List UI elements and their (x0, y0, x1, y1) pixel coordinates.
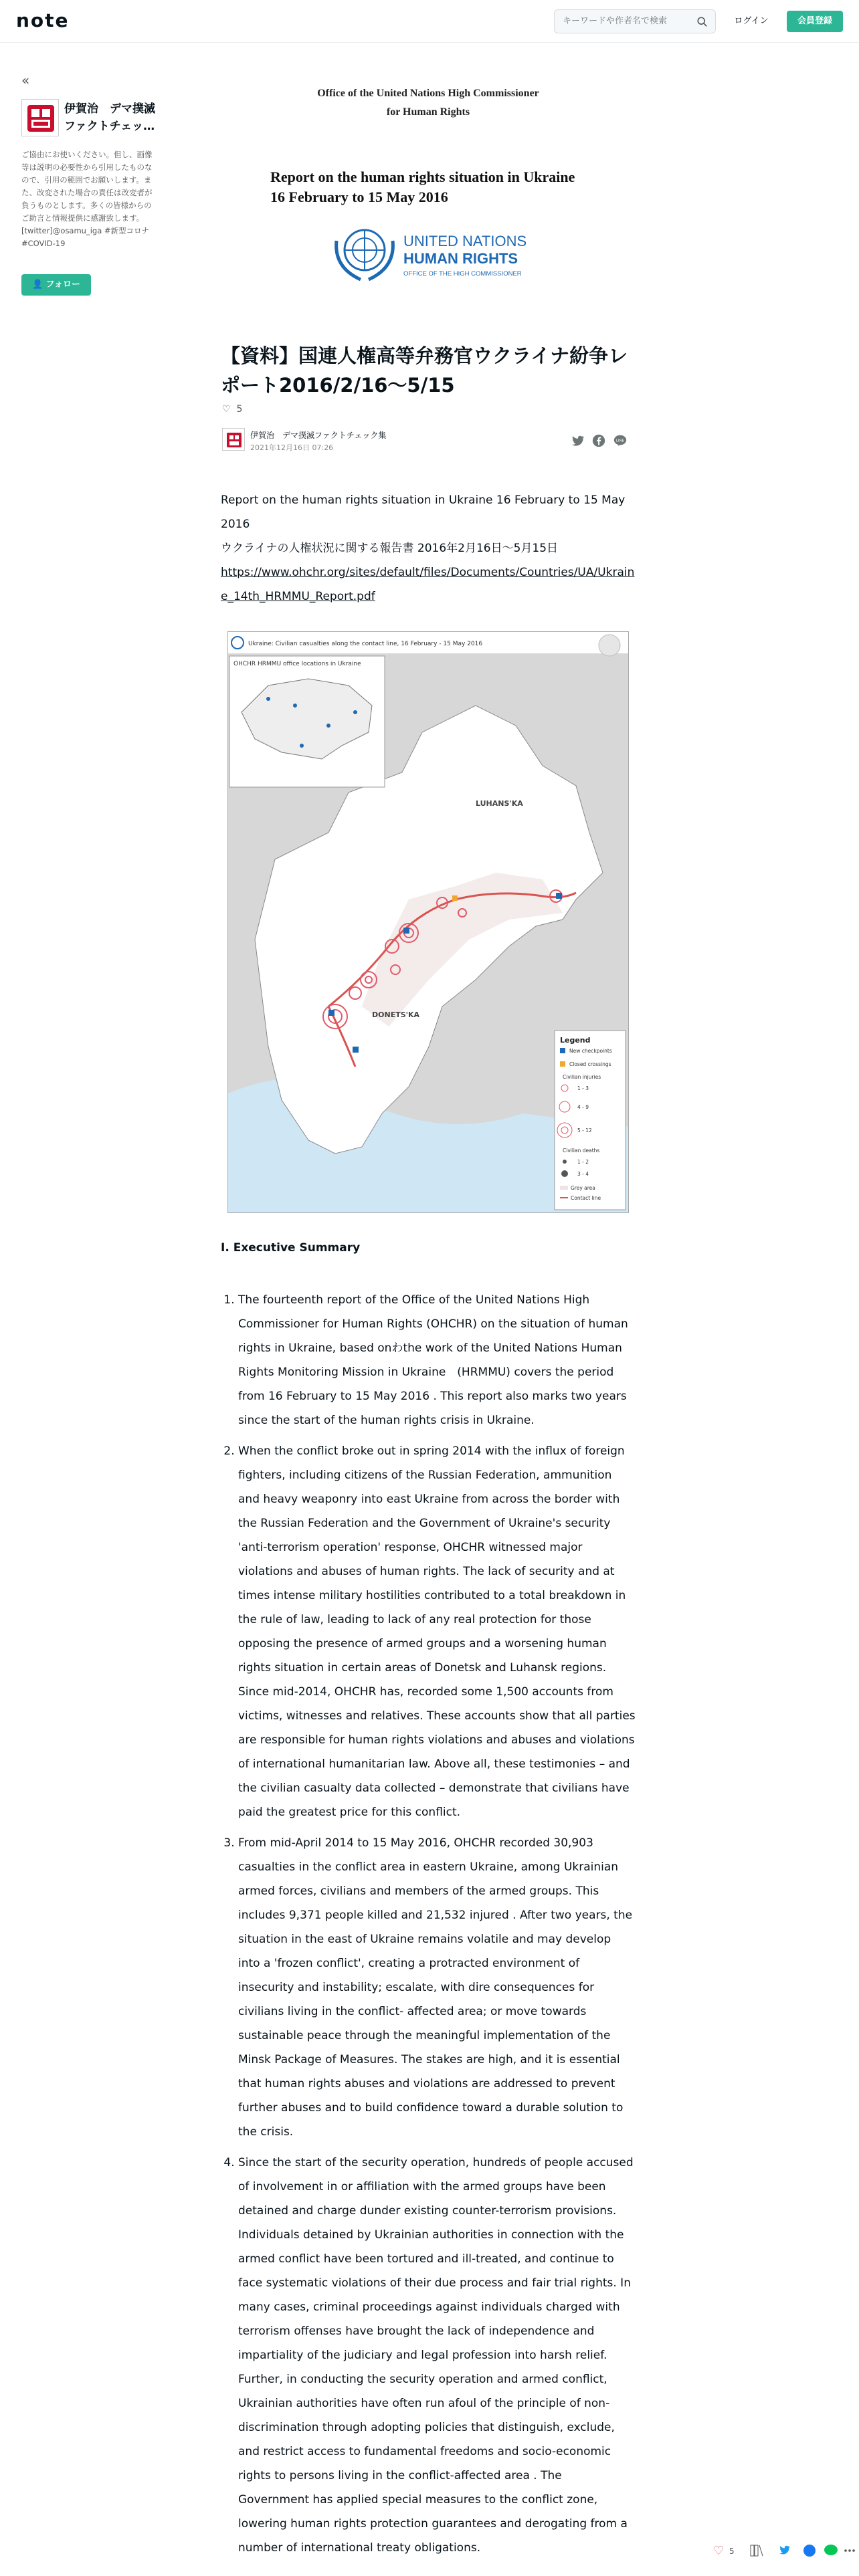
heart-icon[interactable]: ♡ (222, 404, 231, 415)
summary-list (221, 1288, 636, 2567)
float-heart-icon[interactable]: ♡ (713, 2544, 725, 2558)
article-intro (221, 488, 636, 609)
legend-item: Civilian deaths (563, 1148, 600, 1154)
legend-item: 3 - 4 (577, 1171, 589, 1177)
search-icon[interactable] (696, 16, 708, 28)
float-like-count: 5 (729, 2547, 735, 2556)
author-name[interactable]: 伊賀治 デマ撲滅ファクトチェック集 (250, 431, 387, 440)
float-line-icon[interactable] (824, 2545, 838, 2555)
map-legend (555, 1031, 626, 1210)
search-box[interactable] (554, 9, 716, 33)
author-logo-icon (223, 429, 246, 451)
cover-report-title: Report on the human rights situation in Ukraine 16 February to 15 May 2016 (270, 169, 575, 205)
signup-button[interactable]: 会員登録 (787, 11, 843, 32)
report-link[interactable]: https://www.ohchr.org/sites/default/files/Documents/Countries/UA/Ukraine_14th_HRMMU_Report.pdf (221, 566, 635, 603)
creator-description: ご協由にお使いください。但し、画像等は説明の必要性から引用したものなので、引用の範囲でお願いします。また、改変された場合の責任は改変者が負うものとします。多くの皆様からのご助言と情報提供に感謝致します。[twitter]@osamu_iga #新型コロナ #COVID-19 (21, 150, 153, 248)
intro-japanese: ウクライナの人権状況に関する報告書 2016年2月16日〜5月15日 (221, 542, 559, 555)
summary-item: 4. Since the start of the security operation, hundreds of people accused of involvement in or affiliation with the armed groups have been detained and charge dunder existing counter-terrorism provisions. Individuals detained by Ukrainian authorities in connection with the armed conflict have been tortured and ill-treated, and continue to face systematic violations of their due process and fair trial rights. In many cases, criminal proceedings against individuals charged with terrorism offenses have brought the lack of independence and impartiality of the judiciary and legal profession into harsh relief. Further, in conducting the security operation and armed conflict, Ukrainian authorities have often run afoul of the principle of non- discrimination through adopting policies that distinguish, exclude, and restrict access to fundamental freedoms and socio-economic rights to persons living in the conflict-affected area . The Government has applied special measures to the conflict zone, lowering human rights protection guarantees and derogating from a number of international treaty obligations. (238, 2151, 636, 2560)
casualty-map-image (227, 631, 629, 1213)
legend-item: Civilian injuries (563, 1074, 601, 1080)
summary-item: 2. When the conflict broke out in spring 2014 with the influx of foreign fighters, including citizens of the Russian Federation, ammunition and heavy weaponry into east Ukraine from across the border with the Russian Federation and the Government of Ukraine's security 'anti-terrorism operation' response, OHCHR witnessed major violations and abuses of human rights. The lack of security and at times intense military hostilities contributed to a total breakdown in the rule of law, leading to lack of any real protection for those opposing the presence of armed groups and a worsening human rights situation in certain areas of Donetsk and Luhansk regions. Since mid-2014, OHCHR has, recorded some 1,500 accounts from victims, witnesses and relatives. These accounts show that all parties are responsible for human rights violations and abuses and violations of international humanitarian law. Above all, these testimonies – and the civilian casualty data collected – demonstrate that civilians have paid the greatest price for this conflict. (238, 1439, 636, 1824)
section-heading: I. Executive Summary (221, 1241, 361, 1255)
cover-office-heading (221, 84, 636, 122)
inset-title: OHCHR HRMMU office locations in Ukraine (233, 661, 361, 667)
person-plus-icon: 👤 (31, 280, 43, 290)
logo-line1: UNITED NATIONS (403, 233, 527, 249)
compass-icon (599, 635, 620, 656)
legend-item: Contact line (571, 1195, 601, 1201)
region-label-donetsk: DONETS'KA (372, 1010, 420, 1019)
magazine-icon[interactable] (751, 2545, 763, 2556)
legend-item: New checkpoints (569, 1048, 612, 1054)
cover-office-line2: for Human Rights (386, 106, 470, 118)
legend-item: 5 - 12 (577, 1128, 592, 1134)
twitter-share-icon[interactable] (570, 433, 585, 448)
logo-line3: OFFICE OF THE HIGH COMMISSIONER (403, 270, 522, 278)
summary-item: 1. The fourteenth report of the Office of the United Nations High Commissioner for Human Rights (OHCHR) on the situation of human rights in Ukraine, based onわthe work of the United Nations Human Rights Monitoring Mission in Ukraine (HRMMU) covers the period from 16 February to 15 May 2016 . This report also marks two years since the start of the human rights crisis in Ukraine. (238, 1288, 636, 1432)
cover-image (221, 74, 636, 321)
collapse-sidebar-icon[interactable]: « (21, 72, 30, 88)
legend-item: Closed crossings (569, 1061, 611, 1067)
float-twitter-icon[interactable] (779, 2546, 790, 2555)
intro-english: Report on the human rights situation in Ukraine 16 February to 15 May 2016 (221, 494, 626, 531)
article-title: 【資料】国連人権高等弁務官ウクライナ紛争レポート2016/2/16〜5/15 (221, 344, 628, 397)
un-human-rights-logo (331, 214, 532, 294)
closed-crossing-marker (452, 895, 458, 901)
facebook-share-icon[interactable] (591, 433, 606, 448)
cover-office-line1: Office of the United Nations High Commissioner (317, 88, 539, 99)
summary-item: 3. From mid-April 2014 to 15 May 2016, OHCHR recorded 30,903 casualties in the conflict area in eastern Ukraine, among Ukrainian armed forces, civilians and members of the armed groups. This includes 9,371 people killed and 21,532 injured . After two years, the situation in the east of Ukraine remains volatile and may develop into a 'frozen conflict', creating a protracted environment of insecurity and instability; escalate, with dire consequences for civilians living in the conflict- affected area; or move towards sustainable peace through the meaningful implementation of the Minsk Package of Measures. The stakes are high, and it is essential that human rights abuses and violations are addressed to prevent further abuses and to build confidence toward a durable solution to the crisis. (238, 1831, 636, 2144)
legend-item: Grey area (571, 1185, 595, 1191)
follow-button[interactable] (21, 274, 91, 296)
legend-item: 1 - 3 (577, 1085, 589, 1091)
search-input[interactable] (563, 16, 690, 26)
post-date: 2021年12月16日 07:26 (250, 443, 334, 452)
top-bar (0, 0, 859, 43)
login-button[interactable]: ログイン (734, 16, 769, 26)
more-options-icon[interactable] (844, 2549, 855, 2552)
floating-action-bar (709, 2537, 856, 2564)
legend-item: 4 - 9 (577, 1104, 589, 1110)
like-count: 5 (236, 404, 243, 415)
author-avatar[interactable] (222, 428, 245, 451)
like-area[interactable] (222, 404, 242, 415)
note-logo[interactable]: note (16, 9, 70, 31)
follow-label: フォロー (45, 280, 81, 290)
logo-line2: HUMAN RIGHTS (403, 250, 518, 267)
creator-name[interactable]: 伊賀治 デマ撲滅ファクトチェッ… (64, 102, 155, 133)
float-facebook-icon[interactable] (803, 2545, 816, 2557)
fact-check-logo-icon (22, 100, 60, 137)
map-title: Ukraine: Civilian casualties along the contact line, 16 February - 15 May 2016 (248, 641, 483, 647)
legend-title: Legend (560, 1036, 591, 1045)
creator-avatar[interactable] (21, 99, 59, 136)
line-share-icon[interactable] (613, 433, 628, 448)
legend-item: 1 - 2 (577, 1159, 589, 1165)
svg-text:LINE: LINE (615, 439, 625, 443)
un-emblem-icon (337, 230, 393, 280)
region-label-luhansk: LUHANS'KA (476, 799, 523, 808)
